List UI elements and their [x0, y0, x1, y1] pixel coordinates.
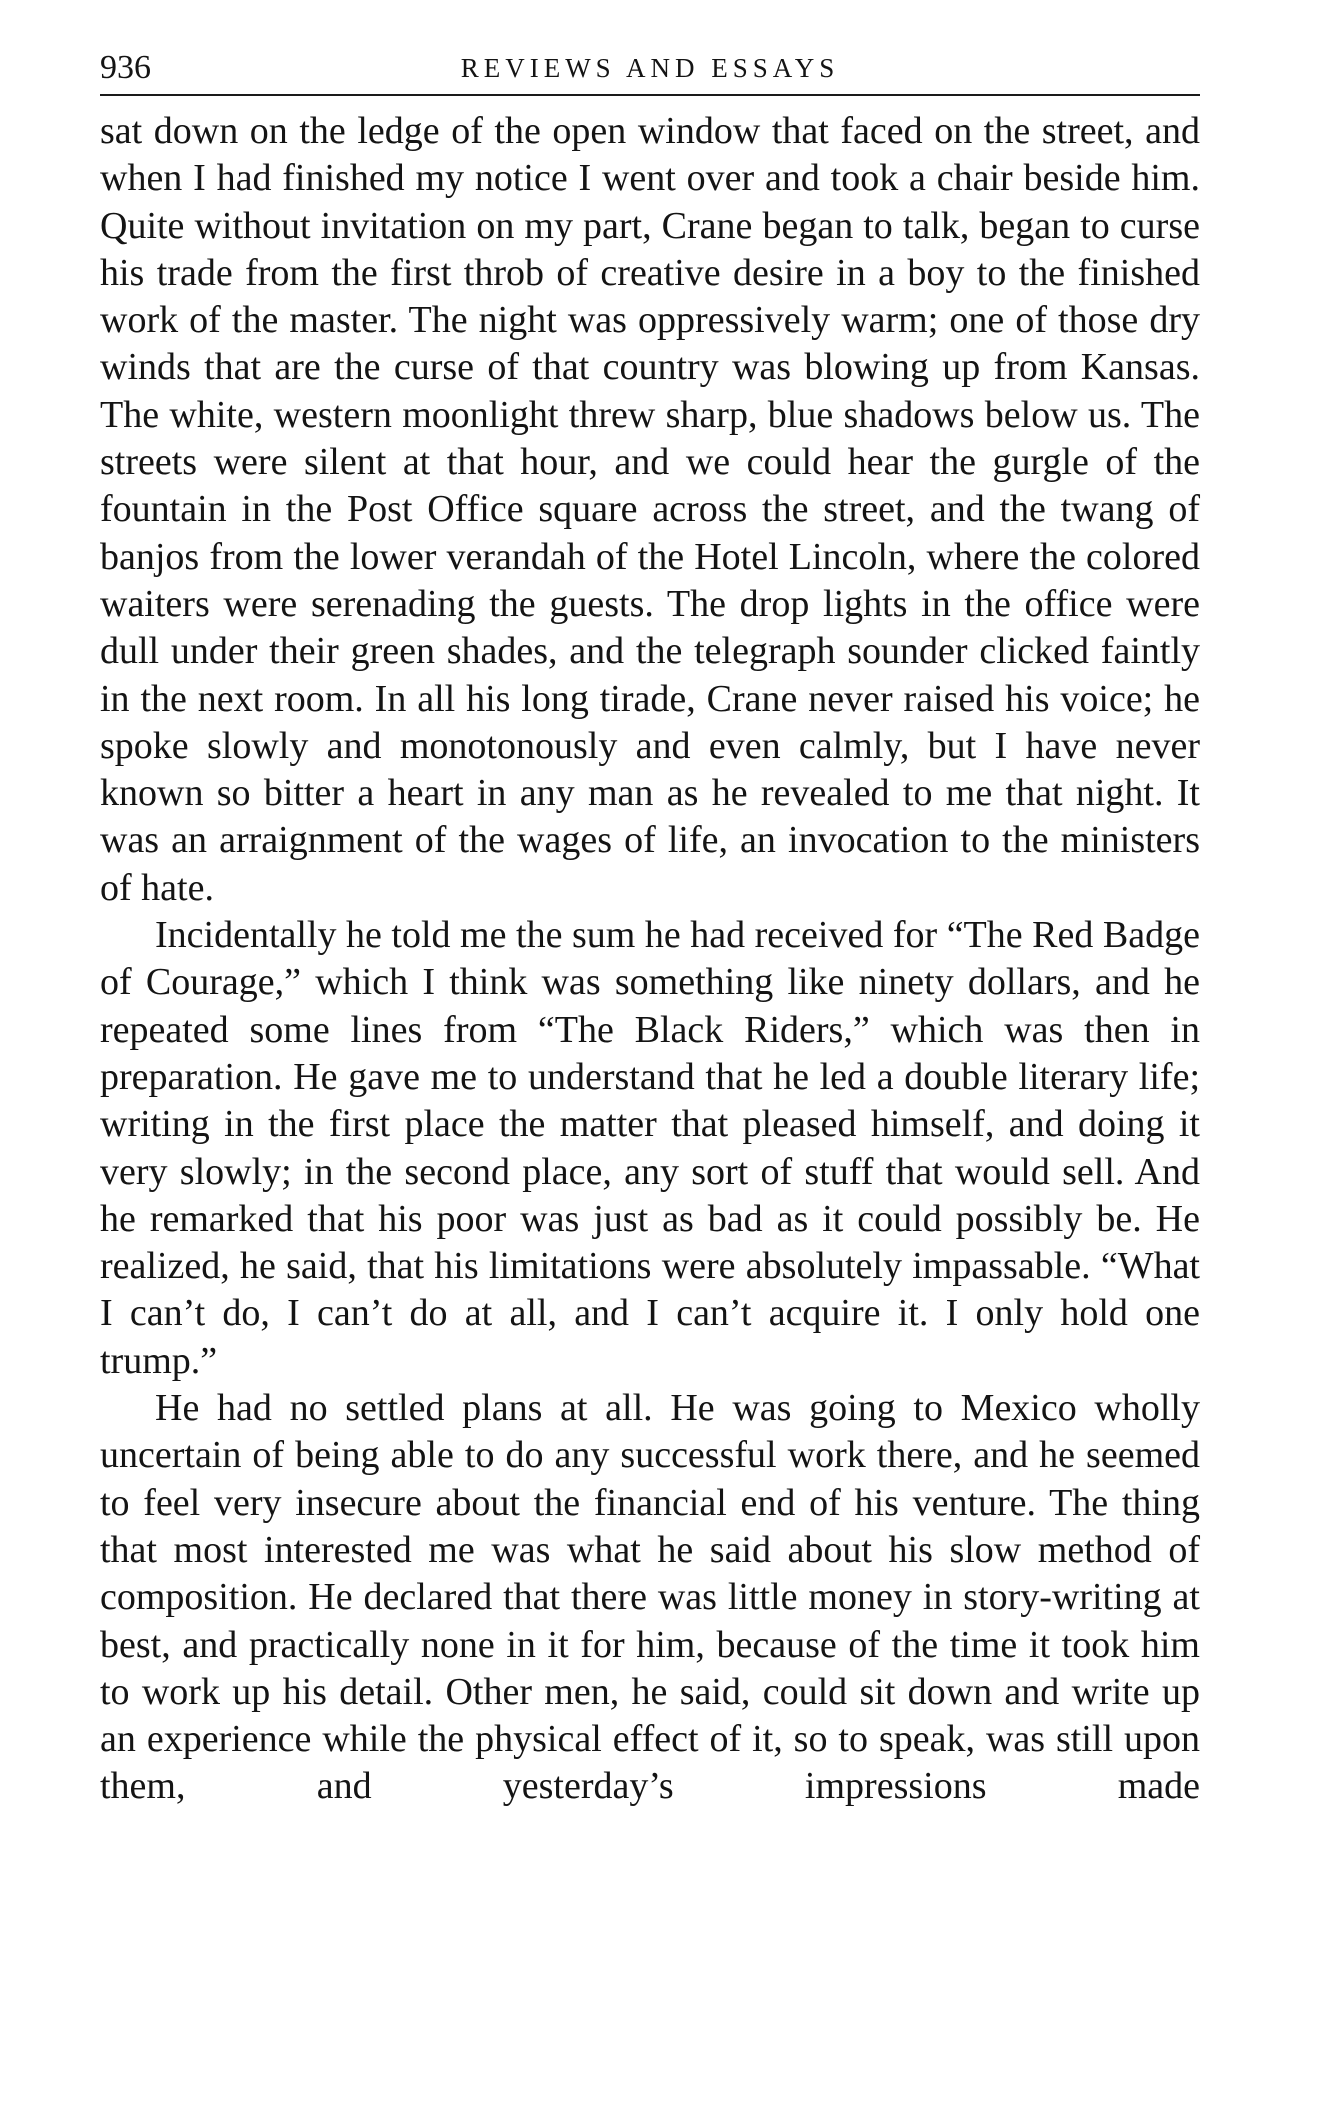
- page-number: 936: [100, 49, 151, 86]
- text-body: [100, 108, 1200, 1811]
- running-head: REVIEWS AND ESSAYS: [460, 53, 840, 83]
- header-rule: [100, 94, 1200, 96]
- paragraph-3: He had no settled plans at all. He was going to Mexico wholly uncertain of being able to do any successful work there, and he seemed to feel very insecure about the financial end of his venture. The thing that most interested me was what he said about his slow method of composition. He declared that there was little money in story-writing at best, and practically none in it for him, because of the time it took him to work up his detail. Other men, he said, could sit down and write up an experience while the physical effect of it, so to speak, was still upon them, and yesterday’s impressions made: [100, 1387, 1200, 1808]
- page-header: [100, 46, 1200, 90]
- paragraph-2: Incidentally he told me the sum he had received for “The Red Badge of Courage,” which I think was something like ninety dollars, and he repeated some lines from “The Black Riders,” which was then in preparation. He gave me to understand that he led a double literary life; writing in the first place the matter that pleased himself, and doing it very slowly; in the second place, any sort of stuff that would sell. And he remarked that his poor was just as bad as it could possibly be. He realized, he said, that his limitations were absolutely impassable. “What I can’t do, I can’t do at all, and I can’t acquire it. I only hold one trump.”: [100, 914, 1200, 1382]
- paragraph-1: sat down on the ledge of the open window that faced on the street, and when I had finished my notice I went over and took a chair beside him. Quite without invitation on my part, Crane began to talk, began to curse his trade from the first throb of creative desire in a boy to the finished work of the master. The night was oppressively warm; one of those dry winds that are the curse of that country was blowing up from Kansas. The white, western moonlight threw sharp, blue shadows below us. The streets were silent at that hour, and we could hear the gurgle of the fountain in the Post Office square across the street, and the twang of banjos from the lower verandah of the Hotel Lincoln, where the colored waiters were serenading the guests. The drop lights in the office were dull under their green shades, and the telegraph sounder clicked faintly in the next room. In all his long tirade, Crane never raised his voice; he spoke slowly and monotonously and even calmly, but I have never known so bitter a heart in any man as he revealed to me that night. It was an arraignment of the wages of life, an invocation to the ministers of hate.: [100, 110, 1200, 909]
